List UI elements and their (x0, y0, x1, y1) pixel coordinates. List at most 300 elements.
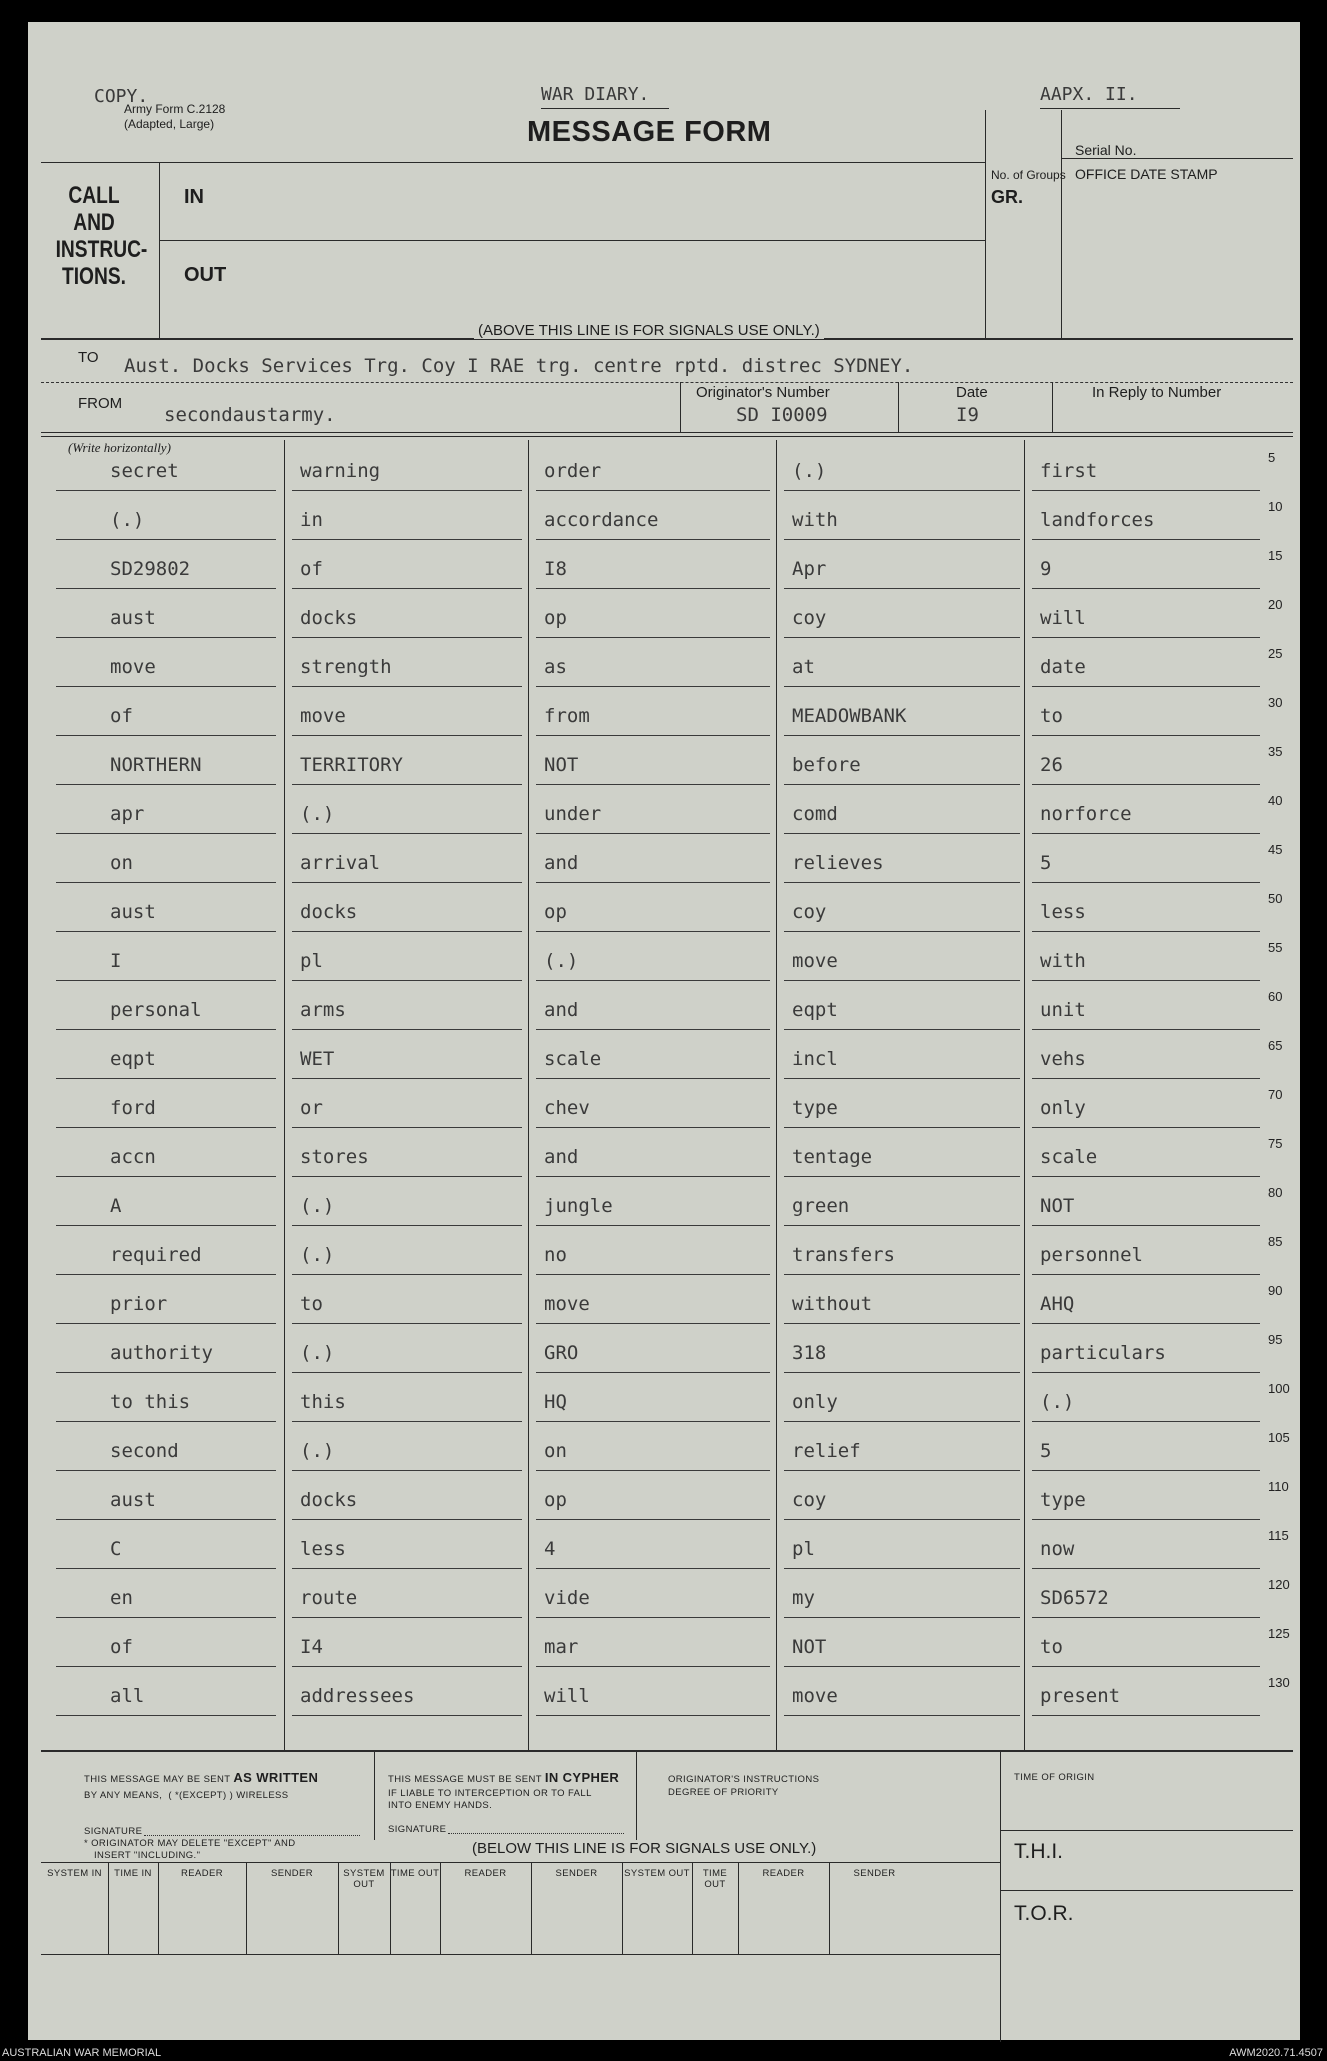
column-divider (1024, 440, 1025, 1750)
word-cell-line (784, 1274, 1020, 1275)
write-horizontally-note: (Write horizontally) (68, 440, 171, 455)
message-word: (.) (300, 1342, 335, 1364)
message-word: en (110, 1587, 133, 1609)
message-word: accn (110, 1146, 156, 1168)
word-cell-line (1032, 539, 1260, 540)
to-value: Aust. Docks Services Trg. Coy I RAE trg. centre rptd. distrec SYDNEY. (124, 355, 914, 377)
word-cell-line (56, 1029, 276, 1030)
message-word: chev (544, 1097, 590, 1119)
word-cell-line (784, 1519, 1020, 1520)
word-cell-line (784, 490, 1020, 491)
word-cell-line (56, 735, 276, 736)
word-cell-line (536, 686, 770, 687)
from-label: FROM (78, 395, 123, 412)
word-cell-line (536, 1568, 770, 1569)
word-cell-line (1032, 1568, 1260, 1569)
message-word: addressees (300, 1685, 415, 1707)
message-word: with (792, 509, 838, 531)
word-count-marker: 110 (1268, 1479, 1289, 1494)
word-cell-line (56, 1519, 276, 1520)
word-count-marker: 80 (1268, 1185, 1283, 1200)
message-word: 5 (1040, 1440, 1052, 1462)
word-cell-line (1032, 784, 1260, 785)
word-cell-line (56, 1225, 276, 1226)
word-cell-line (1032, 1470, 1260, 1471)
footer-right: AWM2020.71.4507 (1229, 2047, 1323, 2059)
message-word: at (792, 656, 815, 678)
word-cell-line (1032, 980, 1260, 981)
message-word: on (110, 852, 133, 874)
to-label: TO (78, 349, 99, 366)
word-cell-line (292, 1470, 522, 1471)
message-word: C (110, 1538, 122, 1560)
war-diary-label: WAR DIARY. (541, 84, 650, 105)
message-word: on (544, 1440, 567, 1462)
message-word: HQ (544, 1391, 567, 1413)
no-of-groups-label: No. of Groups (991, 168, 1066, 182)
signals-log-header: TIME IN (114, 1868, 152, 1879)
message-word: 26 (1040, 754, 1063, 776)
message-word: eqpt (110, 1048, 156, 1070)
message-word: will (1040, 607, 1086, 629)
tor-label: T.O.R. (1014, 1902, 1074, 1925)
word-cell-line (292, 1176, 522, 1177)
word-cell-line (536, 637, 770, 638)
word-cell-line (292, 1225, 522, 1226)
word-cell-line (536, 833, 770, 834)
message-word: scale (544, 1048, 602, 1070)
message-word: 9 (1040, 558, 1052, 580)
word-cell-line (56, 784, 276, 785)
message-word: SD29802 (110, 558, 191, 580)
signals-log-divider (108, 1862, 109, 1954)
message-word: vehs (1040, 1048, 1086, 1070)
message-word: landforces (1040, 509, 1155, 531)
army-form-number: Army Form C.2128 (124, 102, 226, 116)
originator-delete-note: * ORIGINATOR MAY DELETE "EXCEPT" AND (84, 1838, 296, 1849)
word-count-marker: 60 (1268, 989, 1283, 1004)
message-word: warning (300, 460, 381, 482)
word-cell-line (56, 1078, 276, 1079)
word-cell-line (536, 1519, 770, 1520)
word-count-marker: 50 (1268, 891, 1283, 906)
word-cell-line (784, 1372, 1020, 1373)
message-word: second (110, 1440, 179, 1462)
word-cell-line (292, 588, 522, 589)
word-cell-line (1032, 637, 1260, 638)
word-cell-line (536, 490, 770, 491)
signals-log-header: SYSTEM OUT (624, 1868, 690, 1879)
word-cell-line (1032, 1666, 1260, 1667)
signals-log-divider (738, 1862, 739, 1954)
message-word: aust (110, 607, 156, 629)
form-title: MESSAGE FORM (527, 116, 772, 148)
word-cell-line (536, 882, 770, 883)
word-count-marker: 15 (1268, 548, 1283, 563)
word-cell-line (56, 1666, 276, 1667)
word-cell-line (292, 833, 522, 834)
message-word: type (1040, 1489, 1086, 1511)
word-cell-line (1032, 1078, 1260, 1079)
word-cell-line (1032, 588, 1260, 589)
word-cell-line (784, 637, 1020, 638)
message-word: relief (792, 1440, 861, 1462)
word-cell-line (784, 1176, 1020, 1177)
message-word: NOT (1040, 1195, 1075, 1217)
word-cell-line (292, 686, 522, 687)
word-cell-line (56, 1470, 276, 1471)
word-cell-line (536, 1470, 770, 1471)
word-cell-line (1032, 1372, 1260, 1373)
from-value: secondaustarmy. (164, 404, 336, 426)
word-cell-line (536, 1078, 770, 1079)
message-word: docks (300, 607, 358, 629)
word-cell-line (56, 686, 276, 687)
word-cell-line (56, 1568, 276, 1569)
message-word: WET (300, 1048, 335, 1070)
word-count-marker: 115 (1268, 1528, 1289, 1543)
word-count-marker: 10 (1268, 499, 1283, 514)
word-cell-line (784, 833, 1020, 834)
signals-log-header: SENDER (271, 1868, 313, 1879)
message-word: coy (792, 1489, 827, 1511)
message-word: route (300, 1587, 358, 1609)
word-cell-line (784, 1127, 1020, 1128)
message-word: prior (110, 1293, 168, 1315)
word-cell-line (784, 1078, 1020, 1079)
word-cell-line (784, 588, 1020, 589)
date-value: I9 (956, 404, 979, 426)
word-cell-line (292, 1372, 522, 1373)
message-word: or (300, 1097, 323, 1119)
message-word: to (300, 1293, 323, 1315)
message-word: (.) (300, 1195, 335, 1217)
reply-number-label: In Reply to Number (1092, 384, 1222, 401)
column-divider (776, 440, 777, 1750)
signals-log-divider (829, 1862, 830, 1954)
word-cell-line (292, 1078, 522, 1079)
word-cell-line (56, 1176, 276, 1177)
signals-below-note: (BELOW THIS LINE IS FOR SIGNALS USE ONLY.) (472, 1840, 817, 1857)
message-word: now (1040, 1538, 1075, 1560)
word-count-marker: 75 (1268, 1136, 1283, 1151)
word-cell-line (536, 1029, 770, 1030)
word-cell-line (292, 1127, 522, 1128)
word-count-marker: 90 (1268, 1283, 1283, 1298)
signals-log-divider (622, 1862, 623, 1954)
message-word: with (1040, 950, 1086, 972)
message-word: (.) (1040, 1391, 1075, 1413)
word-cell-line (536, 980, 770, 981)
signals-above-note: (ABOVE THIS LINE IS FOR SIGNALS USE ONLY.) (474, 322, 824, 339)
word-cell-line (784, 539, 1020, 540)
message-word: less (300, 1538, 346, 1560)
word-cell-line (536, 1176, 770, 1177)
word-count-marker: 45 (1268, 842, 1283, 857)
message-word: required (110, 1244, 202, 1266)
message-word: strength (300, 656, 392, 678)
cypher-text-1: THIS MESSAGE MUST BE SENT IN CYPHER (388, 1770, 620, 1785)
message-word: pl (300, 950, 323, 972)
word-cell-line (292, 980, 522, 981)
word-count-marker: 65 (1268, 1038, 1283, 1053)
word-cell-line (784, 931, 1020, 932)
message-word: of (110, 1636, 133, 1658)
message-word: particulars (1040, 1342, 1166, 1364)
signals-log-header: SENDER (555, 1868, 598, 1879)
word-cell-line (784, 1470, 1020, 1471)
word-cell-line (784, 1666, 1020, 1667)
word-cell-line (292, 1519, 522, 1520)
word-count-marker: 105 (1268, 1430, 1290, 1445)
word-cell-line (1032, 1176, 1260, 1177)
appendix-label: AAPX. II. (1040, 84, 1138, 105)
signals-log-header: TIME OUT (702, 1868, 728, 1890)
gr-label: GR. (991, 187, 1024, 207)
word-count-marker: 5 (1268, 450, 1276, 465)
signals-log-divider (246, 1862, 247, 1954)
word-cell-line (536, 784, 770, 785)
word-count-marker: 30 (1268, 695, 1283, 710)
message-word: I (110, 950, 122, 972)
word-count-marker: 125 (1268, 1626, 1290, 1641)
word-cell-line (536, 539, 770, 540)
word-count-marker: 85 (1268, 1234, 1283, 1249)
message-word: unit (1040, 999, 1086, 1021)
message-word: without (792, 1293, 873, 1315)
word-count-marker: 70 (1268, 1087, 1283, 1102)
message-word: I4 (300, 1636, 323, 1658)
word-cell-line (292, 1666, 522, 1667)
office-date-stamp-label: OFFICE DATE STAMP (1075, 166, 1218, 182)
message-word: move (792, 1685, 838, 1707)
message-word: all (110, 1685, 145, 1707)
message-word: accordance (544, 509, 659, 531)
originator-number-label: Originator's Number (696, 384, 830, 401)
word-cell-line (56, 1617, 276, 1618)
word-cell-line (1032, 1127, 1260, 1128)
message-word: only (792, 1391, 838, 1413)
message-word: secret (110, 460, 179, 482)
word-cell-line (784, 1715, 1020, 1716)
word-cell-line (536, 1323, 770, 1324)
word-cell-line (536, 1372, 770, 1373)
word-cell-line (1032, 1225, 1260, 1226)
word-cell-line (292, 1421, 522, 1422)
message-word: move (300, 705, 346, 727)
word-cell-line (784, 1029, 1020, 1030)
message-word: arrival (300, 852, 381, 874)
word-count-marker: 40 (1268, 793, 1283, 808)
message-word: authority (110, 1342, 213, 1364)
word-cell-line (536, 1715, 770, 1716)
call-out-label: OUT (184, 264, 227, 286)
word-cell-line (56, 539, 276, 540)
message-word: incl (792, 1048, 838, 1070)
message-word: eqpt (792, 999, 838, 1021)
message-word: op (544, 1489, 567, 1511)
word-cell-line (784, 784, 1020, 785)
word-cell-line (56, 637, 276, 638)
word-cell-line (56, 833, 276, 834)
message-word: aust (110, 1489, 156, 1511)
word-cell-line (1032, 1029, 1260, 1030)
message-word: move (110, 656, 156, 678)
message-word: (.) (300, 803, 335, 825)
word-cell-line (784, 1225, 1020, 1226)
word-cell-line (1032, 735, 1260, 736)
signals-log-header: SYSTEM IN (47, 1868, 102, 1879)
degree-of-priority-label: DEGREE OF PRIORITY (668, 1787, 779, 1798)
signals-log-divider (390, 1862, 391, 1954)
word-cell-line (1032, 490, 1260, 491)
word-cell-line (536, 1617, 770, 1618)
word-cell-line (292, 882, 522, 883)
word-count-marker: 120 (1268, 1577, 1290, 1592)
message-word: NORTHERN (110, 754, 202, 776)
word-cell-line (56, 1127, 276, 1128)
word-cell-line (292, 637, 522, 638)
word-cell-line (536, 735, 770, 736)
message-word: only (1040, 1097, 1086, 1119)
message-word: under (544, 803, 602, 825)
word-cell-line (1032, 1323, 1260, 1324)
originator-instructions-label: ORIGINATOR'S INSTRUCTIONS (668, 1774, 820, 1785)
word-cell-line (56, 588, 276, 589)
date-label: Date (956, 384, 988, 401)
insert-including-note: INSERT "INCLUDING." (94, 1850, 201, 1861)
copy-stamp: COPY. (94, 86, 149, 107)
message-word: in (300, 509, 323, 531)
word-cell-line (536, 1421, 770, 1422)
word-cell-line (292, 735, 522, 736)
word-cell-line (1032, 833, 1260, 834)
message-word: (.) (300, 1244, 335, 1266)
message-word: docks (300, 1489, 358, 1511)
word-cell-line (292, 784, 522, 785)
word-cell-line (784, 735, 1020, 736)
word-cell-line (292, 1029, 522, 1030)
signals-log-header: READER (181, 1868, 223, 1879)
word-cell-line (1032, 1421, 1260, 1422)
word-cell-line (536, 1225, 770, 1226)
message-word: stores (300, 1146, 369, 1168)
signals-log-header: READER (464, 1868, 507, 1879)
word-cell-line (292, 1274, 522, 1275)
time-of-origin-label: TIME OF ORIGIN (1014, 1772, 1095, 1783)
word-cell-line (56, 1421, 276, 1422)
word-cell-line (292, 539, 522, 540)
message-word: move (544, 1293, 590, 1315)
word-cell-line (536, 1274, 770, 1275)
word-cell-line (292, 1323, 522, 1324)
word-cell-line (784, 1323, 1020, 1324)
message-word: SD6572 (1040, 1587, 1109, 1609)
word-cell-line (56, 1715, 276, 1716)
message-word: aust (110, 901, 156, 923)
message-word: Apr (792, 558, 827, 580)
word-cell-line (56, 490, 276, 491)
signals-log-header: TIME OUT (390, 1868, 440, 1879)
as-written-text-1: THIS MESSAGE MAY BE SENT AS WRITTEN (84, 1770, 319, 1785)
message-word: GRO (544, 1342, 579, 1364)
message-word: no (544, 1244, 567, 1266)
word-cell-line (1032, 1617, 1260, 1618)
message-word: 5 (1040, 852, 1052, 874)
message-word: AHQ (1040, 1293, 1075, 1315)
word-cell-line (1032, 686, 1260, 687)
word-cell-line (784, 980, 1020, 981)
message-word: A (110, 1195, 122, 1217)
message-word: comd (792, 803, 838, 825)
message-word: of (110, 705, 133, 727)
word-cell-line (56, 1323, 276, 1324)
message-word: NOT (544, 754, 579, 776)
message-word: op (544, 901, 567, 923)
word-cell-line (536, 588, 770, 589)
call-instructions-label: CALL AND INSTRUC- TIONS. (55, 182, 148, 290)
cypher-text-3: INTO ENEMY HANDS. (388, 1800, 493, 1811)
word-cell-line (784, 686, 1020, 687)
message-word: I8 (544, 558, 567, 580)
word-count-marker: 35 (1268, 744, 1283, 759)
word-count-marker: 20 (1268, 597, 1283, 612)
message-word: green (792, 1195, 850, 1217)
call-in-label: IN (184, 186, 204, 208)
message-word: coy (792, 607, 827, 629)
message-word: as (544, 656, 567, 678)
message-word: first (1040, 460, 1098, 482)
signals-log-divider (692, 1862, 693, 1954)
signature-label-1: SIGNATURE (84, 1826, 143, 1837)
word-cell-line (784, 1421, 1020, 1422)
message-word: of (300, 558, 323, 580)
message-word: relieves (792, 852, 884, 874)
word-cell-line (1032, 882, 1260, 883)
message-word: TERRITORY (300, 754, 403, 776)
signals-log-divider (531, 1862, 532, 1954)
message-word: this (300, 1391, 346, 1413)
message-word: personnel (1040, 1244, 1143, 1266)
message-word: to this (110, 1391, 191, 1413)
word-cell-line (1032, 931, 1260, 932)
message-word: 4 (544, 1538, 556, 1560)
signals-log-divider (440, 1862, 441, 1954)
word-cell-line (56, 931, 276, 932)
word-cell-line (292, 931, 522, 932)
word-cell-line (536, 931, 770, 932)
message-word: and (544, 1146, 579, 1168)
message-word: arms (300, 999, 346, 1021)
message-word: mar (544, 1636, 579, 1658)
message-word: personal (110, 999, 202, 1021)
word-count-marker: 25 (1268, 646, 1283, 661)
thi-label: T.H.I. (1014, 1840, 1064, 1863)
message-word: and (544, 999, 579, 1021)
message-word: present (1040, 1685, 1121, 1707)
word-cell-line (292, 1715, 522, 1716)
word-cell-line (1032, 1274, 1260, 1275)
signals-log-divider (158, 1862, 159, 1954)
word-cell-line (56, 882, 276, 883)
signals-log-header: SYSTEM OUT (343, 1868, 385, 1890)
word-cell-line (784, 1617, 1020, 1618)
word-cell-line (536, 1127, 770, 1128)
message-word: docks (300, 901, 358, 923)
message-word: (.) (110, 509, 145, 531)
word-cell-line (1032, 1519, 1260, 1520)
word-cell-line (56, 980, 276, 981)
